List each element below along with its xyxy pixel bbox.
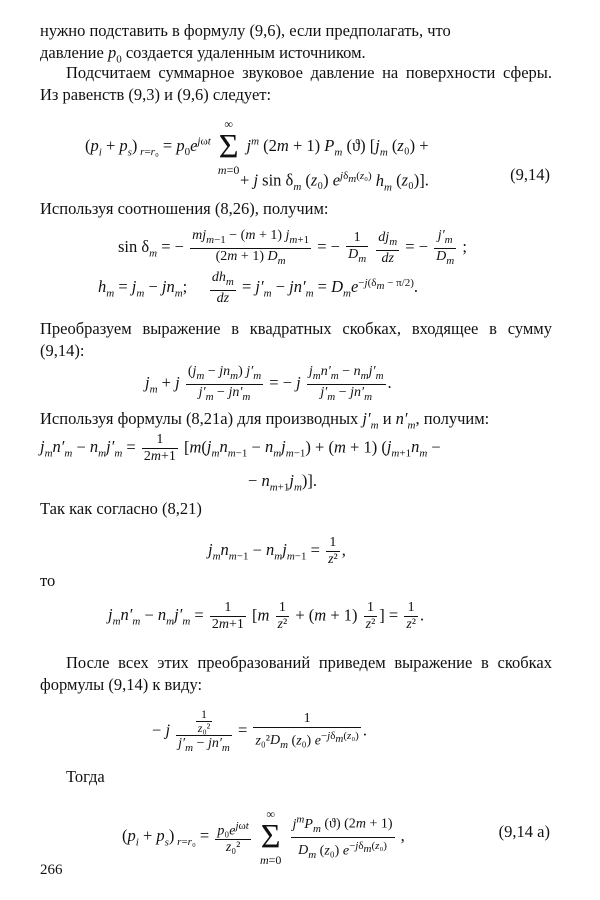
paragraph-3: Используя соотношения (8,26), получим: <box>40 199 329 218</box>
equation-derivative-line-1: $j_mn'_m - n_mj'_m$ = $\frac{1}{2m+1}$ [$m(j_mn_{m-1} - n_mj_{m-1}) + (m + 1) (j_{m+1}n_m$ − <box>40 432 441 464</box>
equation-bracket: $j_m + j$ $\frac{(j_m - jn_m) j'_m}{j'_m - jn'_m}$ = − j $\frac{j_mn'_m - n_mj'_m}{j'_m - jn'_m}$ . <box>145 364 392 403</box>
equation-sin-delta: $\sin \delta_m$ = − $\frac{mj_{m-1} - (m + 1) j_{m+1}}{(2m + 1) D_m}$ = − $\frac{1}{D_m}$ $\frac{dj_m}{dz}$ = − $\frac{j'_m}{D_m}$ ; <box>118 228 467 267</box>
page-number: 266 <box>40 862 63 878</box>
equation-number-9-14-a: (9,14 а) <box>498 822 550 841</box>
equation-9-14-line-2: + j $\sin \delta_m$ (z₀) $e^{j\delta_m(z_0)}$ $h_m$ (z₀)]. <box>240 170 429 193</box>
equation-number-9-14: (9,14) <box>510 165 550 184</box>
paragraph-6: Так как согласно (8,21) <box>40 499 202 518</box>
equation-9-14-a: $(p_i + p_s) _{r=r_0}$ = $\frac{p_0e^{j\omega t}}{\text{z₀²}}$ ∞ Σ m=0 $\frac{j^mP_m (ϑ) (2m + 1)}{D_m (z_0) e^{-j\delta_m(z_0)}}$ , <box>122 807 405 867</box>
paragraph-7: то <box>40 571 56 590</box>
paragraph-4: Преобразуем выражение в квадратных скобках, входящее в сумму (9,14): <box>40 319 552 360</box>
equation-h-m: $h_m = j_m - jn_m$; $\frac{dh_m}{dz}$ = $j'_m - jn'_m = D_me^{-j(\delta_m - \pi/2)}$. <box>98 270 418 306</box>
equation-result: $j_mn'_m - n_mj'_m$ = $\frac{1}{2m+1}$ [m $\frac{1}{\text{z²}}$ + (m + 1) $\frac{1}{\text{z²}}$ ] = $\frac{1}{\text{z²}}$ . <box>108 600 425 632</box>
paragraph-8: После всех этих преобразований приведем выражение в скобках формулы (9,14) к виду: <box>40 653 552 694</box>
paragraph-1-line-2: давление $p_0$ создается удаленным источником. <box>40 43 366 66</box>
paragraph-1-line-1: нужно подставить в формулу (9,6), если предполагать, что <box>40 21 451 40</box>
equation-form: − j $\frac{\frac{1}{\text{z₀²}}}{j'_m - jn'_m}$ = $\frac{1}{z_0^2D_m (z_0) e^{-j\delta_m(z_0)}}$ . <box>152 707 367 754</box>
equation-9-14-line-1: $(p_i + p_s) _{r=r_0} = p_0e^{j\omega t}$ ∞ Σ m=0 $j^m$ (2m + 1) $P_m$ (ϑ) [$j_m$ (z₀) + <box>85 117 429 177</box>
equation-8-21: $j_mn_{m-1} - n_mj_{m-1}$ = $\frac{1}{\text{z²}}$ , <box>208 535 346 567</box>
summation-symbol: ∞ Σ m=0 <box>217 117 240 177</box>
paragraph-5: Используя формулы (8,21а) для производных $j'_m$ и $n'_m$, получим: <box>40 409 490 432</box>
paragraph-2: Подсчитаем суммарное звуковое давление на поверхности сферы. Из равенств (9,3) и (9,6) следует: <box>40 63 552 104</box>
summation-symbol-2: ∞ Σ m=0 <box>259 807 282 867</box>
paragraph-9: Тогда <box>66 767 105 786</box>
equation-derivative-line-2: − $n_{m+1}j_m$)]. <box>248 471 318 494</box>
